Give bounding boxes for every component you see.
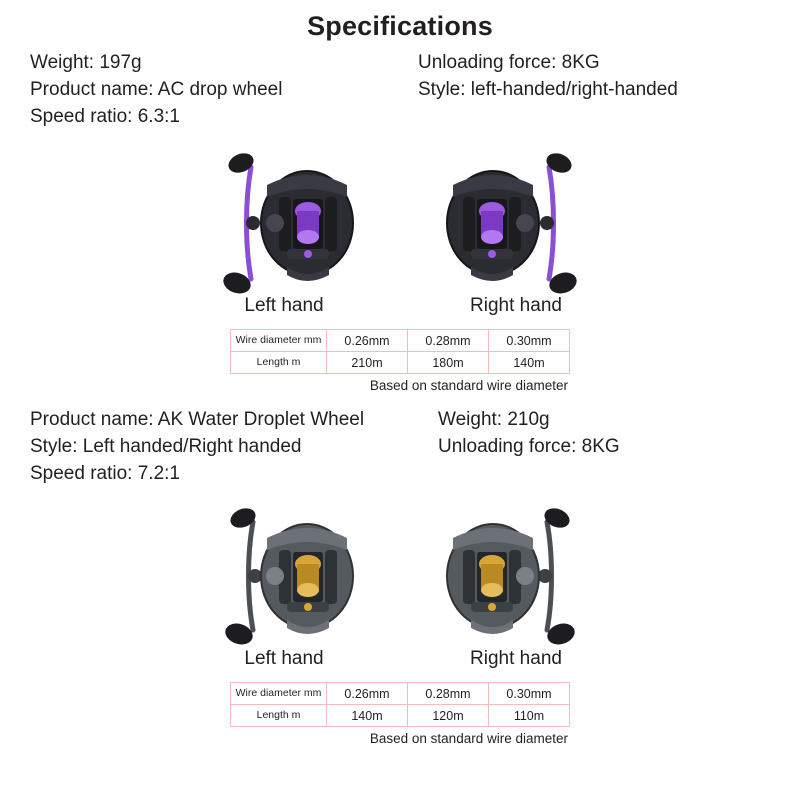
baitcasting-reel-purple-left-icon [179,141,389,301]
cell-length: 110m [489,705,570,727]
spec-line: Product name: AC drop wheel [30,79,283,101]
cell-diameter: 0.26mm [327,683,408,705]
product-2-specs [0,407,800,488]
reel-right-hand [411,494,621,670]
baitcasting-reel-gold-left-icon [179,494,389,654]
page-title: Specifications [307,11,493,41]
table-row [231,330,570,352]
baitcasting-reel-gold-right-icon [411,494,621,654]
table-row [231,683,570,705]
product-1-capacity [0,329,800,393]
cell-diameter: 0.28mm [408,683,489,705]
spec-line: Speed ratio: 6.3:1 [30,106,180,128]
cell-diameter: 0.28mm [408,330,489,352]
cell-length: 120m [408,705,489,727]
reel-caption: Left hand [244,648,324,670]
row-header: Wire diameter mm [231,330,327,352]
cell-diameter: 0.30mm [489,683,570,705]
reel-caption: Right hand [470,295,562,317]
spec-line: Unloading force: 8KG [438,436,620,458]
reel-left-hand [179,494,389,670]
product-1-specs [0,50,800,131]
cell-length: 140m [489,352,570,374]
product-2-specs-left [30,407,400,488]
row-header: Length m [231,352,327,374]
table-row [231,352,570,374]
product-1-reel-images [0,141,800,317]
product-1-specs-right [400,50,770,131]
spec-line: Product name: AK Water Droplet Wheel [30,409,365,431]
spec-line: Style: left-handed/right-handed [418,79,678,101]
reel-caption: Left hand [244,295,324,317]
table-row [231,705,570,727]
product-2-reel-images [0,494,800,670]
line-capacity-table [230,329,570,374]
cell-length: 180m [408,352,489,374]
spec-line: Weight: 197g [30,52,142,74]
spec-line: Weight: 210g [438,409,550,431]
specifications-page [0,10,800,800]
capacity-note: Based on standard wire diameter [369,378,568,394]
cell-diameter: 0.26mm [327,330,408,352]
reel-right-hand [411,141,621,317]
product-2-specs-right [400,407,770,488]
reel-caption: Right hand [470,648,562,670]
spec-line: Style: Left handed/Right handed [30,436,302,458]
cell-diameter: 0.30mm [489,330,570,352]
cell-length: 210m [327,352,408,374]
row-header: Wire diameter mm [231,683,327,705]
cell-length: 140m [327,705,408,727]
product-1-specs-left [30,50,400,131]
reel-left-hand [179,141,389,317]
row-header: Length m [231,705,327,727]
baitcasting-reel-purple-right-icon [411,141,621,301]
product-2-capacity [0,682,800,746]
spec-line: Speed ratio: 7.2:1 [30,463,180,485]
line-capacity-table [230,682,570,727]
capacity-note: Based on standard wire diameter [369,731,568,747]
spec-line: Unloading force: 8KG [418,52,600,74]
